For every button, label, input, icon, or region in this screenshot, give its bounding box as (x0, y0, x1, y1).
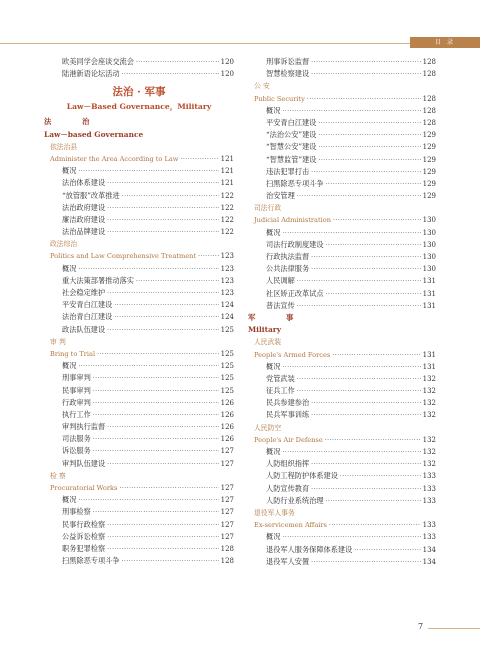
entry-title: Judicial Administration (254, 216, 331, 225)
entry-title: 司法服务 (62, 434, 91, 444)
toc-entry[interactable] (248, 178, 436, 190)
dot-leader (97, 349, 219, 361)
entry-title: 民兵参建参治 (266, 398, 310, 408)
toc-entry[interactable] (248, 251, 436, 263)
toc-entry[interactable] (248, 56, 436, 68)
dot-leader (318, 142, 420, 154)
entry-page: 127 (220, 508, 234, 517)
toc-entry[interactable] (248, 361, 436, 373)
dot-leader (340, 471, 421, 483)
toc-entry[interactable] (248, 556, 436, 568)
toc-entry[interactable] (44, 519, 234, 531)
toc-entry[interactable] (44, 531, 234, 543)
toc-entry[interactable] (248, 275, 436, 287)
entry-page: 131 (422, 350, 436, 359)
toc-entry[interactable] (44, 202, 234, 214)
entry-title: Public Security (254, 94, 305, 103)
entry-title: 审判执行监督 (62, 422, 106, 432)
toc-entry[interactable] (248, 141, 436, 153)
entry-title: 审判队伍建设 (62, 458, 106, 468)
entry-title: 扫黑除恶专项斗争 (62, 556, 120, 566)
entry-title: 人防行业系统治理 (266, 495, 324, 505)
entry-page: 129 (422, 167, 436, 176)
entry-page: 130 (422, 216, 436, 225)
entry-title: 扫黑除恶专项斗争 (266, 178, 324, 188)
entry-title: 刑事检察 (62, 507, 91, 517)
dot-leader (122, 69, 219, 81)
toc-entry[interactable] (44, 226, 234, 238)
entry-title: 违法犯罪打击 (266, 166, 310, 176)
entry-title: 概况 (62, 166, 77, 176)
toc-entry[interactable] (44, 433, 234, 445)
entry-title: 法治青白江建设 (62, 312, 113, 322)
dot-leader (107, 215, 218, 227)
entry-title: 欧美同学会座谈交流会 (62, 57, 134, 66)
header-rule (0, 43, 410, 44)
entry-title: 法治品牌建设 (62, 227, 106, 237)
toc-entry[interactable] (248, 531, 436, 543)
entry-title: Bring to Trial (50, 349, 96, 358)
dot-leader (311, 167, 420, 179)
entry-page: 130 (422, 265, 436, 274)
entry-page: 129 (422, 179, 436, 188)
toc-entry[interactable] (248, 227, 436, 239)
dot-leader (107, 203, 218, 215)
entry-title: People's Armed Forces (254, 350, 331, 359)
dot-leader (307, 94, 421, 106)
entry-title: 概况 (62, 495, 77, 505)
entry-page: 120 (220, 58, 234, 66)
toc-entry[interactable] (44, 250, 234, 262)
entry-page: 125 (220, 362, 234, 371)
entry-title: “法治公安”建设 (266, 130, 317, 140)
dot-leader (311, 557, 420, 569)
dot-leader (122, 556, 219, 568)
toc-entry[interactable] (44, 275, 234, 287)
entry-page: 121 (220, 154, 234, 163)
dot-leader (297, 301, 421, 313)
subsection-heading: 政法综治 (50, 240, 78, 249)
entry-title: Administer the Area According to Law (50, 154, 179, 163)
dot-leader (311, 410, 420, 422)
entry-title: 执行工作 (62, 409, 91, 419)
toc-entry[interactable] (44, 555, 234, 567)
entry-page: 131 (422, 362, 436, 371)
toc-entry[interactable] (44, 348, 234, 360)
toc-entry[interactable] (44, 263, 234, 275)
dot-leader (107, 520, 218, 532)
entry-page: 132 (422, 399, 436, 408)
entry-title: 人防宣传教育 (266, 483, 310, 493)
dot-leader (354, 545, 420, 557)
dot-leader (325, 435, 421, 447)
entry-page: 126 (220, 423, 234, 432)
toc-entry[interactable] (44, 165, 234, 177)
dot-leader (329, 520, 421, 532)
entry-page: 124 (220, 301, 234, 310)
entry-page: 126 (220, 398, 234, 407)
entry-title: “放管服”改革推进 (62, 190, 120, 200)
entry-page: 128 (422, 70, 436, 79)
entry-page: 127 (220, 520, 234, 529)
entry-page: 132 (422, 435, 436, 444)
entry-page: 133 (422, 472, 436, 481)
entry-title: 重大法策部署推动落实 (62, 275, 134, 285)
entry-page: 132 (422, 460, 436, 469)
entry-title: 征兵工作 (266, 386, 295, 396)
toc-entry[interactable] (248, 544, 436, 556)
dot-leader (93, 507, 219, 519)
entry-title: Procuratorial Works (50, 484, 118, 492)
entry-title: 治安管理 (266, 191, 295, 201)
dot-leader (311, 57, 420, 69)
dot-leader (107, 227, 218, 239)
entry-page: 127 (220, 459, 234, 468)
entry-title: 概况 (266, 361, 281, 371)
toc-entry[interactable] (248, 409, 436, 421)
dot-leader (282, 362, 420, 374)
entry-page: 128 (422, 58, 436, 66)
toc-entry[interactable] (248, 190, 436, 202)
toc-entry[interactable] (44, 458, 234, 470)
toc-entry[interactable] (248, 263, 436, 275)
entry-title: 人防工程防护体系建设 (266, 471, 338, 481)
entry-title: People's Air Defense (254, 435, 323, 444)
toc-entry[interactable] (44, 311, 234, 323)
dot-leader (180, 154, 218, 166)
entry-title: 智慧检察建设 (266, 69, 310, 79)
toc-entry[interactable] (44, 409, 234, 421)
toc-entry[interactable] (248, 470, 436, 482)
toc-entry[interactable] (44, 445, 234, 457)
toc-entry[interactable] (44, 482, 234, 494)
entry-title: 概况 (266, 227, 281, 237)
dot-leader (107, 288, 218, 300)
entry-title: 平安青白江建设 (266, 117, 317, 127)
toc-entry[interactable] (248, 117, 436, 129)
toc-entry[interactable] (248, 458, 436, 470)
chapter-title: 法治 · 军事 (112, 86, 166, 99)
entry-page: 121 (220, 179, 234, 188)
toc-entry[interactable] (44, 287, 234, 299)
toc-entry[interactable] (44, 506, 234, 518)
dot-leader (311, 398, 420, 410)
section-heading-en: Law－based Governance (44, 129, 144, 139)
dot-leader (326, 179, 421, 191)
toc-entry[interactable] (248, 446, 436, 458)
entry-title: 诉讼服务 (62, 446, 91, 456)
toc-entry[interactable] (44, 543, 234, 555)
entry-page: 131 (422, 301, 436, 310)
toc-entry[interactable] (248, 214, 436, 226)
dot-leader (107, 178, 218, 190)
dot-leader (332, 350, 420, 362)
toc-entry[interactable] (44, 190, 234, 202)
dot-leader (107, 532, 218, 544)
header-tab: 目 录 (410, 37, 480, 48)
entry-page: 134 (422, 557, 436, 566)
entry-page: 123 (220, 276, 234, 285)
entry-page: 123 (220, 289, 234, 297)
entry-page: 122 (220, 215, 234, 224)
entry-title: 司法行政制度建设 (266, 239, 324, 249)
entry-title: 退役军人服务保障体系建设 (266, 544, 353, 554)
entry-page: 128 (422, 118, 436, 127)
entry-page: 122 (220, 228, 234, 237)
entry-page: 122 (220, 203, 234, 212)
entry-title: 民事行政检察 (62, 519, 106, 529)
dot-leader (311, 264, 420, 276)
subsection-heading: 依法治县 (50, 142, 78, 151)
entry-page: 122 (220, 191, 234, 200)
entry-title: 概况 (266, 447, 281, 456)
dot-leader (78, 495, 218, 507)
entry-page: 126 (220, 410, 234, 419)
entry-page: 128 (422, 94, 436, 103)
entry-page: 125 (220, 374, 234, 383)
entry-title: 公共法律服务 (266, 264, 310, 274)
entry-page: 125 (220, 386, 234, 395)
entry-page: 126 (220, 435, 234, 444)
chapter-title-en: Law－Based Governance，Military (66, 102, 212, 112)
toc-entry[interactable] (248, 239, 436, 251)
entry-page: 130 (422, 228, 436, 237)
entry-title: 社区矫正改革试点 (266, 288, 324, 298)
section-heading: 法 治 (44, 117, 104, 127)
entry-page: 127 (220, 496, 234, 505)
entry-page: 120 (220, 70, 234, 79)
dot-leader (311, 484, 420, 496)
toc-left-column (44, 56, 234, 567)
entry-title: 人民调解 (266, 276, 295, 286)
entry-title: 刑事审判 (62, 373, 91, 383)
dot-leader (297, 386, 421, 398)
dot-leader (114, 312, 218, 324)
entry-page: 133 (422, 533, 436, 542)
entry-title: 民兵军事训练 (266, 410, 310, 420)
toc-entry[interactable] (248, 166, 436, 178)
entry-page: 132 (422, 374, 436, 383)
entry-title: 平安青白江建设 (62, 300, 113, 310)
entry-page: 127 (220, 447, 234, 456)
entry-title: 刑事诉讼监督 (266, 57, 310, 66)
subsection-heading: 公 安 (254, 82, 270, 91)
dot-leader (136, 276, 219, 288)
entry-page: 123 (220, 264, 234, 273)
entry-page: 131 (422, 277, 436, 286)
toc-entry[interactable] (248, 519, 436, 531)
dot-leader (93, 410, 219, 422)
toc-entry[interactable] (44, 372, 234, 384)
dot-leader (93, 434, 219, 446)
dot-leader (107, 544, 218, 556)
toc-entry[interactable] (44, 68, 234, 80)
footer-rule (428, 628, 480, 629)
entry-title: “智慧监管”建设 (266, 154, 317, 164)
entry-page: 125 (220, 325, 234, 334)
toc-entry[interactable] (248, 349, 436, 361)
entry-title: 党管武装 (266, 373, 295, 383)
entry-title: 法治体系建设 (62, 178, 106, 188)
entry-title: 行政审判 (62, 397, 91, 407)
dot-leader (114, 300, 218, 312)
dot-leader (119, 483, 218, 495)
entry-page: 127 (220, 484, 234, 492)
entry-title: 概况 (266, 532, 281, 542)
toc-entry[interactable] (248, 483, 436, 495)
subsection-heading: 检 察 (50, 471, 66, 480)
subsection-heading: 司法行政 (254, 204, 282, 213)
entry-title: Ex-servicemen Affairs (254, 521, 327, 530)
dot-leader (107, 459, 218, 471)
page-number: 7 (418, 622, 424, 631)
entry-title: 行政执法监督 (266, 252, 310, 261)
toc-entry[interactable] (248, 288, 436, 300)
entry-page: 129 (422, 131, 436, 140)
toc-entry[interactable] (248, 154, 436, 166)
toc-entry[interactable] (248, 105, 436, 117)
entry-page: 123 (220, 252, 234, 261)
toc-entry[interactable] (248, 385, 436, 397)
toc-entry[interactable] (248, 397, 436, 409)
dot-leader (311, 69, 420, 81)
section-heading-en: Military (248, 325, 281, 335)
toc-entry[interactable] (44, 56, 234, 68)
toc-entry[interactable] (44, 360, 234, 372)
subsection-heading: 退役军人事务 (254, 508, 295, 517)
entry-page: 128 (220, 544, 234, 553)
entry-title: 职务犯罪检察 (62, 543, 106, 553)
toc-entry[interactable] (44, 153, 234, 165)
entry-page: 129 (422, 143, 436, 152)
entry-page: 125 (220, 349, 234, 358)
dot-leader (93, 446, 219, 458)
dot-leader (318, 155, 420, 167)
entry-title: 人防组织指挥 (266, 459, 310, 469)
toc-entry[interactable] (44, 421, 234, 433)
entry-title: 概况 (266, 105, 281, 115)
dot-leader (107, 422, 218, 434)
entry-page: 132 (422, 448, 436, 456)
entry-page: 133 (422, 521, 436, 530)
dot-leader (107, 325, 218, 337)
entry-page: 121 (220, 167, 234, 176)
toc-entry[interactable] (44, 385, 234, 397)
dot-leader (93, 386, 219, 398)
toc-entry[interactable] (44, 397, 234, 409)
entry-title: 法治政府建设 (62, 202, 106, 212)
subsection-heading: 人民防空 (254, 423, 282, 432)
dot-leader (93, 398, 219, 410)
toc-entry[interactable] (44, 324, 234, 336)
dot-leader (122, 191, 219, 203)
entry-page: 129 (422, 192, 436, 201)
entry-title: 普法宣传 (266, 300, 295, 310)
entry-page: 132 (422, 387, 436, 396)
entry-page: 134 (422, 545, 436, 554)
dot-leader (297, 191, 421, 203)
dot-leader (326, 496, 421, 508)
dot-leader (136, 57, 219, 69)
entry-title: 民事审判 (62, 385, 91, 395)
subsection-heading: 人民武装 (254, 338, 282, 347)
toc-right-column (248, 56, 436, 568)
entry-title: 概况 (62, 361, 77, 371)
toc-entry[interactable] (248, 300, 436, 312)
entry-title: Politics and Law Comprehensive Treatment (50, 252, 197, 261)
dot-leader (78, 361, 218, 373)
entry-title: 社会稳定维护 (62, 288, 106, 297)
toc-entry[interactable] (248, 495, 436, 507)
entry-page: 124 (220, 313, 234, 322)
entry-title: 陆港新语论坛活动 (62, 69, 120, 79)
entry-page: 132 (422, 411, 436, 420)
toc-entry[interactable] (248, 434, 436, 446)
entry-page: 130 (422, 253, 436, 261)
dot-leader (297, 374, 421, 386)
dot-leader (318, 118, 420, 130)
dot-leader (333, 215, 421, 227)
entry-title: “智慧公安”建设 (266, 142, 317, 152)
entry-page: 129 (422, 155, 436, 164)
subsection-heading: 审 判 (50, 337, 66, 346)
entry-title: 公益诉讼检察 (62, 531, 106, 541)
entry-title: 廉洁政府建设 (62, 214, 106, 224)
entry-title: 退役军人安置 (266, 556, 310, 566)
toc-entry[interactable] (248, 129, 436, 141)
entry-page: 128 (422, 106, 436, 115)
entry-page: 127 (220, 532, 234, 541)
toc-entry[interactable] (44, 494, 234, 506)
entry-page: 130 (422, 240, 436, 249)
toc-entry[interactable] (44, 299, 234, 311)
section-heading: 军 事 (248, 312, 308, 322)
entry-title: 概况 (62, 263, 77, 273)
toc-entry[interactable] (248, 373, 436, 385)
dot-leader (93, 373, 219, 385)
dot-leader (326, 289, 421, 301)
toc-entry[interactable] (44, 177, 234, 189)
dot-leader (326, 240, 421, 252)
toc-entry[interactable] (248, 93, 436, 105)
entry-title: 政法队伍建设 (62, 324, 106, 334)
entry-page: 131 (422, 289, 436, 298)
dot-leader (318, 130, 420, 142)
entry-page: 128 (220, 557, 234, 566)
toc-entry[interactable] (248, 68, 436, 80)
entry-page: 133 (422, 496, 436, 505)
dot-leader (198, 251, 219, 263)
dot-leader (311, 252, 420, 264)
toc-entry[interactable] (44, 214, 234, 226)
entry-page: 133 (422, 484, 436, 493)
